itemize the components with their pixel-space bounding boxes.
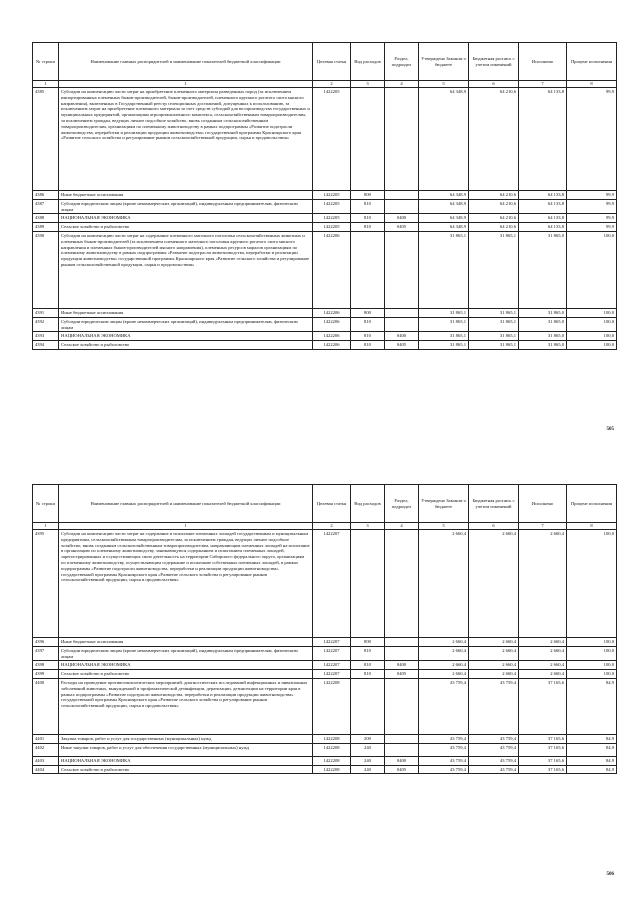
executed-amount-cell: 31 865,0 [519,231,567,308]
column-number: 4 [385,523,419,530]
percent-cell: 99,9 [567,199,617,214]
column-number: 4 [385,81,419,88]
executed-amount-cell: 2 660,4 [519,661,567,670]
expense-kind-cell: 810 [351,332,385,341]
executed-amount-cell: 2 660,4 [519,646,567,661]
expense-kind-cell: 810 [351,646,385,661]
percent-cell: 100,0 [567,317,617,332]
target-code-cell: 1422206 [313,308,351,317]
page-number: 505 [606,427,614,432]
target-code-cell: 1422206 [313,332,351,341]
section-cell [385,231,419,308]
approved-amount-cell: 31 865,1 [419,231,469,308]
row-name-cell: Субсидии на компенсацию части затрат на содержание племенного маточного поголовья сельскохозяйственных животных и племенных быков-производителей (за исключением племенного маточного поголовья крупного рогатого скота мясного направления и племенных быков-производителей мясного направления), племенных ресурсов маралов организациям по племенному животноводству в рамках подпрограммы «Развитие подотрасли животноводства, переработки и реализации продукции животноводства» государственной программы Красноярского края «Развитие сельского хозяйства и регулирование рынков сельскохозяйственной продукции, сырья и продовольствия» [59,231,313,308]
percent-cell: 84,9 [567,743,617,756]
executed-amount-cell: 2 660,4 [519,670,567,679]
row-number-cell: 4401 [33,734,59,743]
target-code-cell: 1422208 [313,765,351,774]
table-row [33,734,617,743]
budget-list-amount-cell: 43 759,4 [469,743,519,756]
expense-kind-cell: 240 [351,743,385,756]
expense-kind-cell [351,678,385,734]
table-row [33,214,617,223]
approved-amount-cell: 31 865,1 [419,317,469,332]
target-code-cell: 1422205 [313,214,351,223]
percent-cell: 84,9 [567,734,617,743]
table-row [33,638,617,647]
approved-amount-cell: 64 348,9 [419,214,469,223]
header-name: Наименование главных распорядителей и наименование показателей бюджетной классификации [59,485,313,523]
section-cell: 0400 [385,661,419,670]
table-row [33,332,617,341]
percent-cell: 100,0 [567,341,617,350]
header-percent: Процент исполнения [567,43,617,81]
percent-cell: 100,0 [567,661,617,670]
section-cell [385,199,419,214]
budget-list-amount-cell: 31 865,1 [469,317,519,332]
expense-kind-cell: 810 [351,199,385,214]
expense-kind-cell: 810 [351,223,385,232]
table-row [33,661,617,670]
target-code-cell: 1422205 [313,199,351,214]
target-code-cell: 1422207 [313,530,351,638]
section-cell [385,530,419,638]
budget-list-amount-cell: 31 865,1 [469,341,519,350]
budget-list-amount-cell: 2 660,4 [469,530,519,638]
executed-amount-cell: 37 165,6 [519,678,567,734]
row-name-cell: НАЦИОНАЛЬНАЯ ЭКОНОМИКА [59,214,313,223]
percent-cell: 99,9 [567,223,617,232]
target-code-cell: 1422207 [313,661,351,670]
row-number-cell: 4391 [33,308,59,317]
row-number-cell: 4398 [33,661,59,670]
percent-cell: 99,9 [567,214,617,223]
row-name-cell: Иные бюджетные ассигнования [59,308,313,317]
table-row [33,678,617,734]
header-approved: Утверждено Законом о бюджете [419,485,469,523]
budget-list-amount-cell: 64 210,6 [469,191,519,200]
expense-kind-cell: 240 [351,765,385,774]
column-number: 5 [419,81,469,88]
executed-amount-cell: 31 865,0 [519,332,567,341]
column-number: 8 [567,81,617,88]
column-number: 6 [469,523,519,530]
target-code-cell: 1422208 [313,678,351,734]
approved-amount-cell: 31 865,1 [419,341,469,350]
row-number-cell: 4392 [33,317,59,332]
target-code-cell: 1422205 [313,223,351,232]
target-code-cell: 1422207 [313,670,351,679]
row-name-cell: Иные закупки товаров, работ и услуг для обеспечения государственных (муниципальных) нужд [59,743,313,756]
column-number: 2 [313,523,351,530]
table-body [33,88,617,350]
target-code-cell: 1422205 [313,191,351,200]
row-name-cell: Иные бюджетные ассигнования [59,191,313,200]
approved-amount-cell: 43 759,4 [419,678,469,734]
section-cell: 0400 [385,214,419,223]
table-row [33,646,617,661]
column-number-row [33,523,617,530]
section-cell: 0405 [385,670,419,679]
expense-kind-cell [351,88,385,191]
executed-amount-cell: 64 133,8 [519,191,567,200]
header-row-number: № строки [33,43,59,81]
header-expense-kind: Вид расходов [351,43,385,81]
table-row [33,317,617,332]
row-number-cell: 4386 [33,191,59,200]
executed-amount-cell: 64 133,8 [519,199,567,214]
row-name-cell: Субсидии на компенсацию части затрат на приобретение племенного материала разведенных пород (за исключением импортированных племенных быков-производителей, быков-производителей, племенного крупного рогатого скота мясного направления), включенных в Государственный реестр селекционных достижений, допущенных к использованию, за исключением затрат на приобретение племенного материала за счет средств субсидий для воспроизводства государственных и муниципальных предприятий, организациям агропромышленного комплекса, сельскохозяйственным товаропроизводителям, за исключением граждан, ведущих личное подсобное хозяйство, вновь созданным сельскохозяйственным товаропроизводителям, организациям по племенному животноводству в рамках подпрограммы «Развитие подотрасли животноводства, переработки и реализации продукции животноводства» государственной программы Красноярского края «Развитие сельского хозяйства и регулирование рынков сельскохозяйственной продукции, сырья и продовольствия» [59,88,313,191]
header-target-code: Целевая статья [313,485,351,523]
row-name-cell: Расходы на проведение противоэпизоотических мероприятий, диагностических исследований инфекционных и инвазионных заболеваний животных, вынужденной и профилактической дезинфекции, дератизации, дезинсекции на территории края в рамках подпрограммы «Развитие подотрасли животноводства, переработки и реализации продукции животноводства» государственной программы Красноярского края «Развитие сельского хозяйства и регулирование рынков сельскохозяйственной продукции, сырья и продовольствия» [59,678,313,734]
target-code-cell: 1422207 [313,638,351,647]
percent-cell: 100,0 [567,646,617,661]
approved-amount-cell: 2 660,4 [419,638,469,647]
column-number: 2 [313,81,351,88]
expense-kind-cell: 240 [351,756,385,765]
executed-amount-cell: 37 165,6 [519,765,567,774]
table-row [33,670,617,679]
approved-amount-cell: 43 759,4 [419,756,469,765]
row-name-cell: Субсидии на компенсацию части затрат на содержание и испытание племенных лошадей государственным и муниципальным предприятиям, сельскохозяйственным товаропроизводителям, за исключением граждан, ведущих личное подсобное хозяйство, вновь созданным сельскохозяйственным товаропроизводителям, направляющим племенных лошадей на испытание в организацию по племенному животноводству, занимающуюся содержанием и испытанием племенных лошадей, зарегистрированных и осуществляющих свою деятельность на территории Сибирского федерального округа, организациям по племенному животноводству, осуществляющим содержание и испытание собственных племенных лошадей, в рамках подпрограммы «Развитие подотрасли животноводства, переработки и реализации продукции животноводства» государственной программы Красноярского края «Развитие сельского хозяйства и регулирование рынков сельскохозяйственной продукции, сырья и продовольствия» [59,530,313,638]
row-name-cell: Сельское хозяйство и рыболовство [59,223,313,232]
percent-cell: 100,0 [567,332,617,341]
table-row [33,308,617,317]
approved-amount-cell: 64 348,9 [419,223,469,232]
row-name-cell: Сельское хозяйство и рыболовство [59,765,313,774]
approved-amount-cell: 31 865,1 [419,332,469,341]
executed-amount-cell: 2 660,4 [519,638,567,647]
percent-cell: 100,0 [567,231,617,308]
target-code-cell: 1422208 [313,743,351,756]
expense-kind-cell: 800 [351,638,385,647]
row-name-cell: НАЦИОНАЛЬНАЯ ЭКОНОМИКА [59,332,313,341]
section-cell: 0405 [385,765,419,774]
budget-list-amount-cell: 2 660,4 [469,646,519,661]
header-name: Наименование главных распорядителей и наименование показателей бюджетной классификации [59,43,313,81]
header-approved: Утверждено Законом о бюджете [419,43,469,81]
table-header-row [33,485,617,523]
percent-cell: 100,0 [567,638,617,647]
column-number: 8 [567,523,617,530]
budget-table [32,484,617,774]
table-row [33,743,617,756]
row-number-cell: 4387 [33,199,59,214]
header-executed: Исполнено [519,485,567,523]
row-number-cell: 4397 [33,646,59,661]
row-name-cell: Субсидии юридическим лицам (кроме некоммерческих организаций), индивидуальным предпринимателям, физическим лицам [59,646,313,661]
row-name-cell: НАЦИОНАЛЬНАЯ ЭКОНОМИКА [59,661,313,670]
percent-cell: 84,9 [567,678,617,734]
budget-list-amount-cell: 64 210,6 [469,214,519,223]
row-number-cell: 4404 [33,765,59,774]
budget-list-amount-cell: 31 865,1 [469,231,519,308]
row-number-cell: 4388 [33,214,59,223]
page-number: 506 [606,872,614,877]
budget-list-amount-cell: 43 759,4 [469,678,519,734]
approved-amount-cell: 43 759,4 [419,743,469,756]
header-target-code: Целевая статья [313,43,351,81]
approved-amount-cell: 2 660,4 [419,530,469,638]
row-number-cell: 4385 [33,88,59,191]
executed-amount-cell: 31 865,0 [519,341,567,350]
table-header-row [33,43,617,81]
row-number-cell: 4399 [33,670,59,679]
table-row [33,88,617,191]
expense-kind-cell: 200 [351,734,385,743]
approved-amount-cell: 2 660,4 [419,670,469,679]
row-number-cell: 4390 [33,231,59,308]
row-name-cell: Иные бюджетные ассигнования [59,638,313,647]
section-cell: 0400 [385,332,419,341]
table-row [33,756,617,765]
row-name-cell: Сельское хозяйство и рыболовство [59,670,313,679]
percent-cell: 100,0 [567,670,617,679]
target-code-cell: 1422207 [313,646,351,661]
approved-amount-cell: 43 759,4 [419,765,469,774]
section-cell [385,317,419,332]
column-number: 7 [519,81,567,88]
header-budget-list: Бюджетная роспись с учетом изменений [469,485,519,523]
table-row [33,341,617,350]
percent-cell: 100,0 [567,308,617,317]
approved-amount-cell: 64 348,9 [419,191,469,200]
row-number-cell: 4396 [33,638,59,647]
budget-table [32,42,617,350]
expense-kind-cell [351,231,385,308]
table-row [33,530,617,638]
row-name-cell: Субсидии юридическим лицам (кроме некоммерческих организаций), индивидуальным предпринимателям, физическим лицам [59,317,313,332]
budget-list-amount-cell: 31 865,1 [469,332,519,341]
budget-list-amount-cell: 43 759,4 [469,734,519,743]
column-number: 6 [469,81,519,88]
table-row [33,223,617,232]
table-row [33,765,617,774]
budget-list-amount-cell: 64 210,6 [469,88,519,191]
row-name-cell: НАЦИОНАЛЬНАЯ ЭКОНОМИКА [59,756,313,765]
executed-amount-cell: 37 165,6 [519,756,567,765]
budget-list-amount-cell: 2 660,4 [469,661,519,670]
approved-amount-cell: 43 759,4 [419,734,469,743]
percent-cell: 84,9 [567,756,617,765]
target-code-cell: 1422208 [313,734,351,743]
executed-amount-cell: 64 133,8 [519,223,567,232]
column-number: 3 [351,81,385,88]
row-number-cell: 4402 [33,743,59,756]
expense-kind-cell: 810 [351,670,385,679]
header-section: Раздел, подраздел [385,43,419,81]
executed-amount-cell: 31 865,0 [519,308,567,317]
expense-kind-cell: 810 [351,214,385,223]
row-number-cell: 4389 [33,223,59,232]
row-number-cell: 4400 [33,678,59,734]
budget-list-amount-cell: 31 865,1 [469,308,519,317]
budget-list-amount-cell: 43 759,4 [469,765,519,774]
section-cell [385,88,419,191]
column-number: 1 [59,81,313,88]
section-cell [385,308,419,317]
column-number: 1 [33,81,59,88]
expense-kind-cell: 810 [351,317,385,332]
percent-cell: 99,9 [567,191,617,200]
executed-amount-cell: 2 660,4 [519,530,567,638]
target-code-cell: 1422206 [313,231,351,308]
section-cell [385,191,419,200]
row-number-cell: 4403 [33,756,59,765]
budget-list-amount-cell: 2 660,4 [469,638,519,647]
column-number: 5 [419,523,469,530]
column-number: 1 [59,523,313,530]
section-cell [385,638,419,647]
table-row [33,191,617,200]
budget-list-amount-cell: 2 660,4 [469,670,519,679]
row-name-cell: Субсидии юридическим лицам (кроме некоммерческих организаций), индивидуальным предпринимателям, физическим лицам [59,199,313,214]
section-cell: 0400 [385,756,419,765]
row-number-cell: 4395 [33,530,59,638]
header-row-number: № строки [33,485,59,523]
percent-cell: 100,0 [567,530,617,638]
approved-amount-cell: 64 348,9 [419,88,469,191]
table-row [33,199,617,214]
header-section: Раздел, подраздел [385,485,419,523]
section-cell [385,678,419,734]
executed-amount-cell: 64 133,8 [519,88,567,191]
executed-amount-cell: 37 165,6 [519,734,567,743]
percent-cell: 84,9 [567,765,617,774]
budget-list-amount-cell: 64 210,6 [469,223,519,232]
expense-kind-cell: 800 [351,308,385,317]
expense-kind-cell [351,530,385,638]
row-name-cell: Закупка товаров, работ и услуг для государственных (муниципальных) нужд [59,734,313,743]
budget-list-amount-cell: 43 759,4 [469,756,519,765]
header-expense-kind: Вид расходов [351,485,385,523]
expense-kind-cell: 810 [351,661,385,670]
row-number-cell: 4394 [33,341,59,350]
header-budget-list: Бюджетная роспись с учетом изменений [469,43,519,81]
approved-amount-cell: 2 660,4 [419,661,469,670]
target-code-cell: 1422205 [313,88,351,191]
row-name-cell: Сельское хозяйство и рыболовство [59,341,313,350]
budget-list-amount-cell: 64 210,6 [469,199,519,214]
percent-cell: 99,9 [567,88,617,191]
target-code-cell: 1422208 [313,756,351,765]
header-executed: Исполнено [519,43,567,81]
section-cell [385,734,419,743]
expense-kind-cell: 810 [351,341,385,350]
target-code-cell: 1422206 [313,317,351,332]
approved-amount-cell: 2 660,4 [419,646,469,661]
section-cell [385,646,419,661]
column-number: 7 [519,523,567,530]
executed-amount-cell: 64 133,8 [519,214,567,223]
header-percent: Процент исполнения [567,485,617,523]
approved-amount-cell: 31 865,1 [419,308,469,317]
approved-amount-cell: 64 348,9 [419,199,469,214]
section-cell: 0405 [385,341,419,350]
section-cell: 0405 [385,223,419,232]
executed-amount-cell: 37 165,6 [519,743,567,756]
target-code-cell: 1422206 [313,341,351,350]
column-number: 3 [351,523,385,530]
table-body [33,530,617,774]
column-number-row [33,81,617,88]
row-number-cell: 4393 [33,332,59,341]
executed-amount-cell: 31 865,0 [519,317,567,332]
column-number: 1 [33,523,59,530]
section-cell [385,743,419,756]
table-row [33,231,617,308]
expense-kind-cell: 800 [351,191,385,200]
